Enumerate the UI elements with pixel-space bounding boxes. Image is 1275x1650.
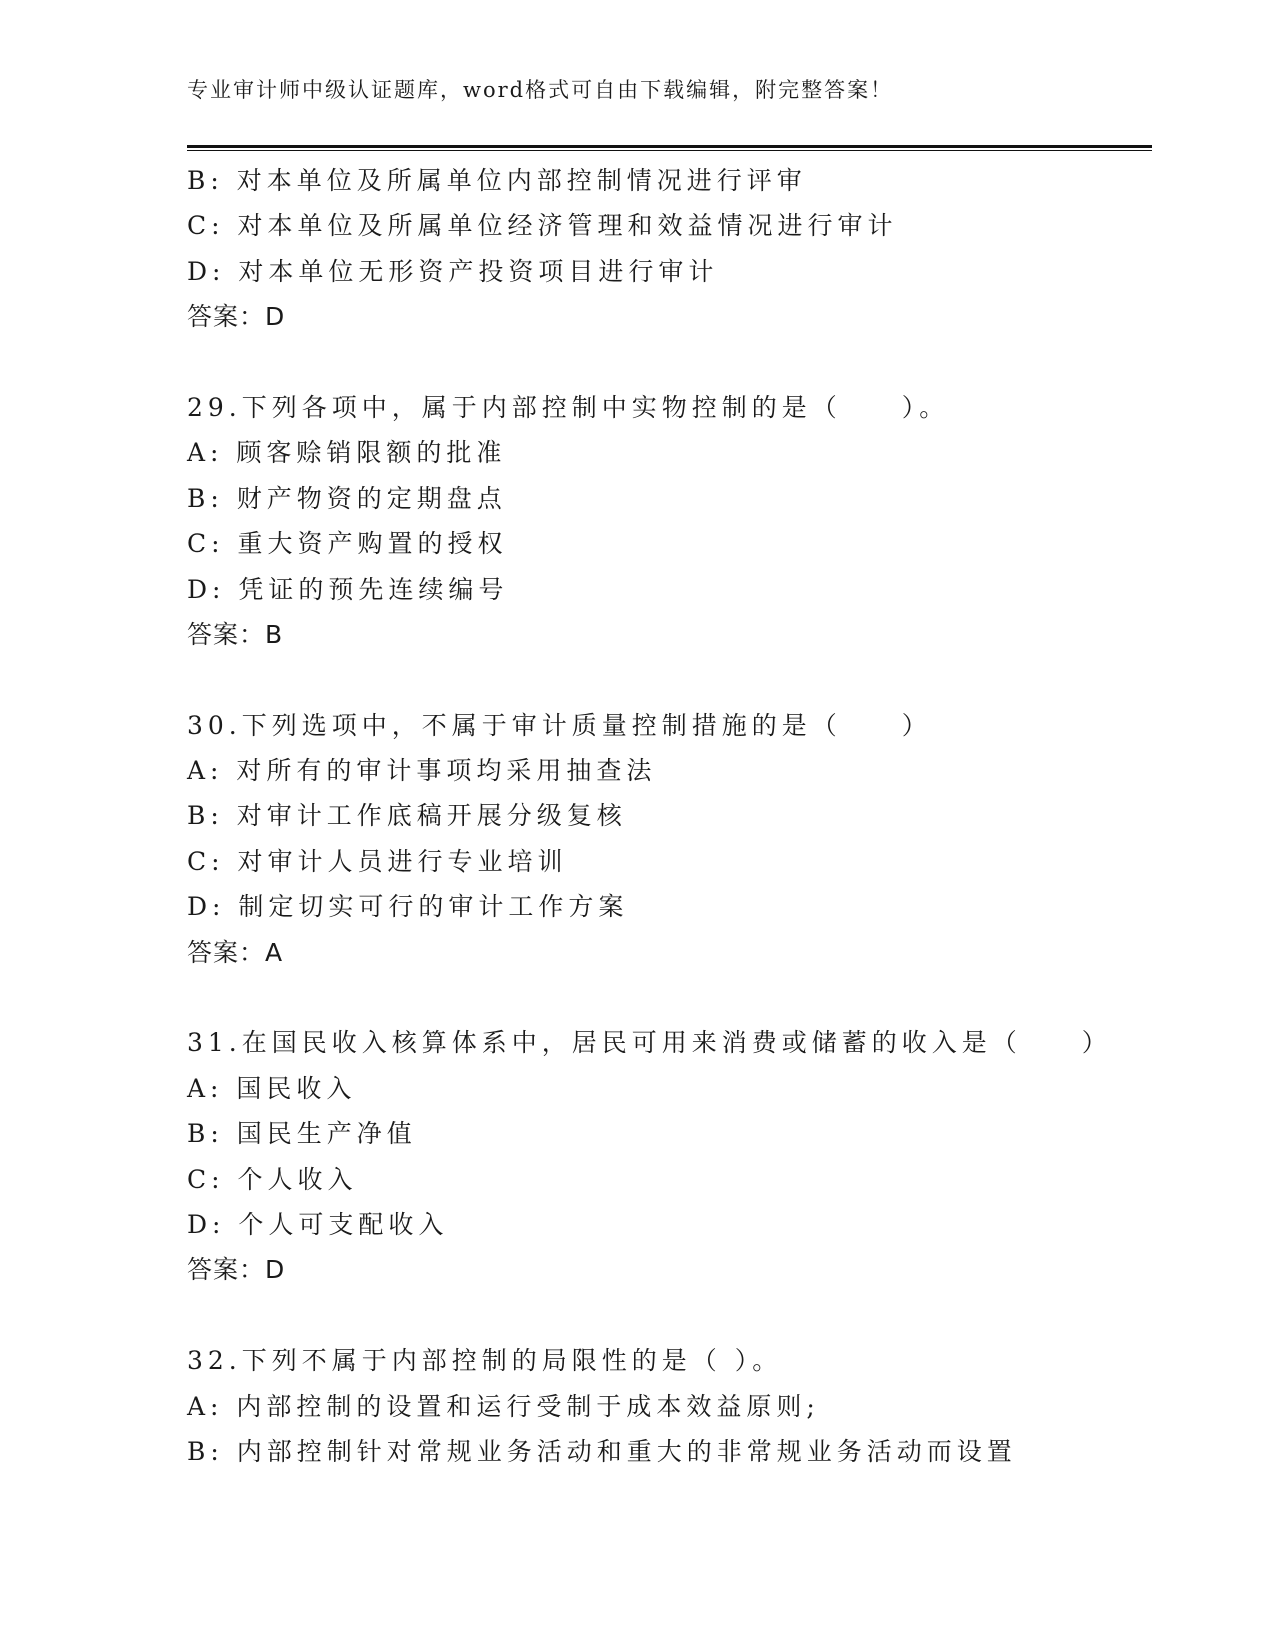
spacer xyxy=(187,340,1167,385)
question-29 xyxy=(187,385,1167,657)
question-stem: 29.下列各项中，属于内部控制中实物控制的是（ ）。 xyxy=(187,392,950,422)
option-c: C: 对审计人员进行专业培训 xyxy=(187,846,568,876)
option-b: B: 内部控制针对常规业务活动和重大的非常规业务活动而设置 xyxy=(187,1436,1017,1466)
option-c: C: 个人收入 xyxy=(187,1164,358,1194)
spacer xyxy=(187,657,1167,702)
spacer xyxy=(187,1293,1167,1338)
question-31 xyxy=(187,1020,1167,1292)
option-a: A: 对所有的审计事项均采用抽查法 xyxy=(187,756,657,786)
option-a: A: 国民收入 xyxy=(187,1073,357,1103)
option-b: B: 国民生产净值 xyxy=(187,1119,417,1149)
option-b: B: 对本单位及所属单位内部控制情况进行评审 xyxy=(187,166,807,195)
answer: 答案：A xyxy=(187,937,284,967)
question-stem: 32.下列不属于内部控制的局限性的是（ ）。 xyxy=(187,1346,783,1376)
option-a: A: 内部控制的设置和运行受制于成本效益原则; xyxy=(187,1391,820,1421)
page-header: 专业审计师中级认证题库，word格式可自由下载编辑，附完整答案！ xyxy=(187,78,894,102)
question-28-continuation xyxy=(187,158,1167,340)
option-c: C: 重大资产购置的授权 xyxy=(187,529,508,559)
option-b: B: 对审计工作底稿开展分级复核 xyxy=(187,801,627,831)
spacer xyxy=(187,975,1167,1020)
option-d: D: 凭证的预先连续编号 xyxy=(187,574,509,604)
option-c: C: 对本单位及所属单位经济管理和效益情况进行审计 xyxy=(187,211,898,241)
option-d: D: 个人可支配收入 xyxy=(187,1209,449,1239)
answer: 答案：D xyxy=(187,302,286,332)
question-32 xyxy=(187,1338,1167,1474)
header-divider xyxy=(187,145,1152,151)
question-stem: 30.下列选项中，不属于审计质量控制措施的是（ ） xyxy=(187,710,932,740)
question-stem: 31.在国民收入核算体系中，居民可用来消费或储蓄的收入是（ ） xyxy=(187,1028,1112,1058)
option-d: D: 制定切实可行的审计工作方案 xyxy=(187,892,629,922)
question-content xyxy=(187,158,1167,1474)
option-a: A: 顾客赊销限额的批准 xyxy=(187,438,507,468)
answer: 答案：D xyxy=(187,1255,286,1285)
question-30 xyxy=(187,703,1167,975)
answer: 答案：B xyxy=(187,619,284,649)
option-d: D: 对本单位无形资产投资项目进行审计 xyxy=(187,256,719,286)
option-b: B: 财产物资的定期盘点 xyxy=(187,483,507,513)
